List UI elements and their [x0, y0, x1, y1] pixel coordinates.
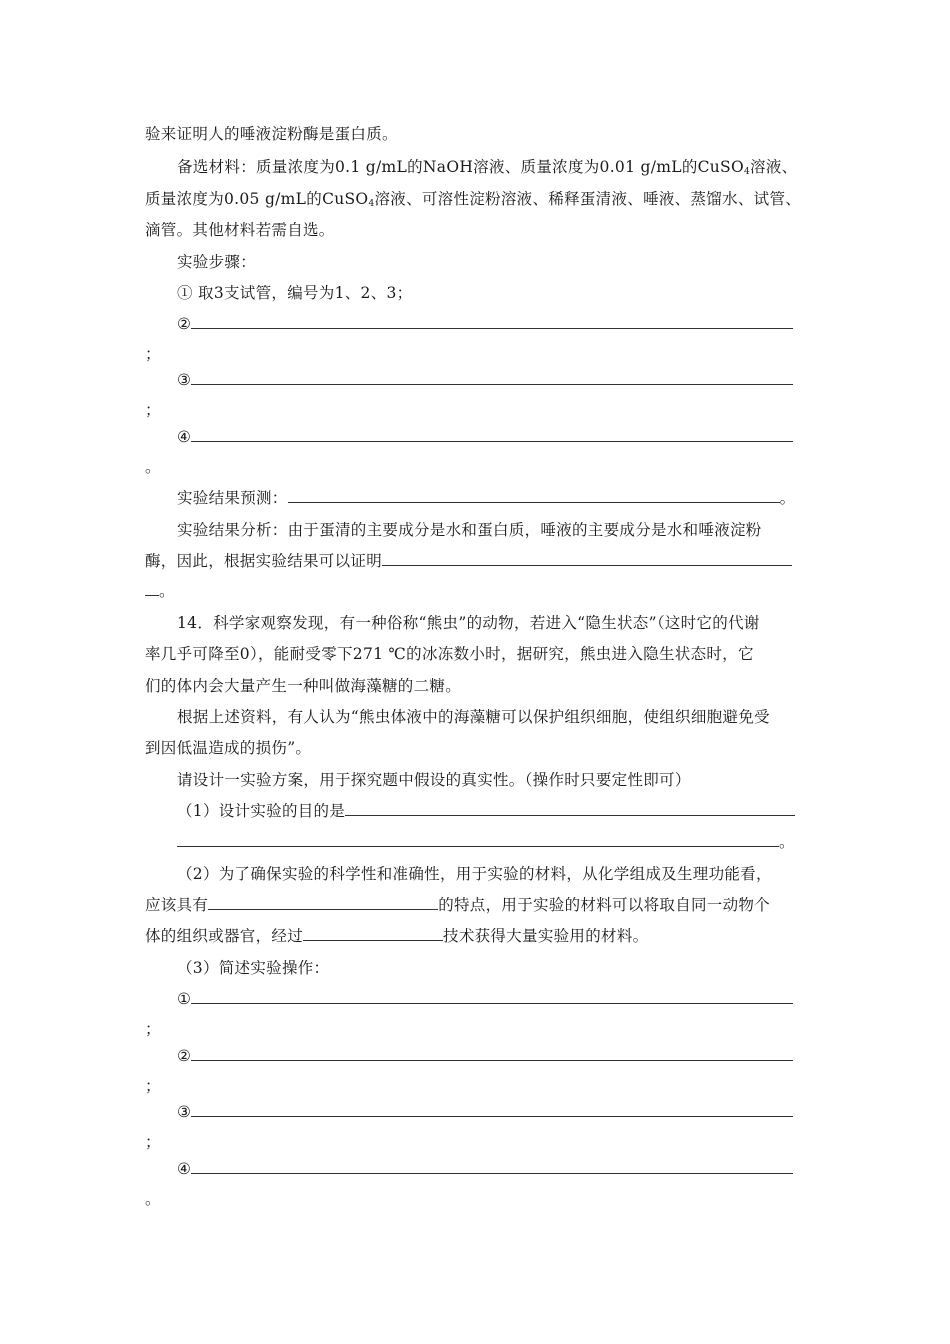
- subscript: 4: [743, 167, 751, 177]
- answer-blank[interactable]: [191, 1046, 793, 1061]
- step-3-end: ；: [145, 401, 161, 419]
- answer-blank[interactable]: [191, 314, 793, 329]
- operation-2-end: ；: [145, 1077, 161, 1095]
- step-4-end: 。: [145, 458, 161, 476]
- operation-4-end: 。: [145, 1190, 161, 1208]
- part-text: 的特点，用于实验的材料可以将取自同一动物个: [438, 896, 771, 914]
- result-prediction-label: 实验结果预测：: [177, 489, 288, 507]
- part-text: 体的组织或器官，经过: [145, 927, 304, 945]
- step-4: [177, 427, 793, 447]
- step-marker: ③: [177, 1103, 192, 1121]
- q14-part-1-cont: [177, 832, 795, 852]
- operation-3-end: ；: [145, 1133, 161, 1151]
- result-prediction: [177, 488, 795, 508]
- part-text: 技术获得大量实验用的材料。: [443, 927, 649, 945]
- q14-part-2-line-3: [145, 926, 648, 946]
- q14-line-4: 根据上述资料，有人认为“熊虫体液中的海藻糖可以保护组织细胞，使组织细胞避免受: [177, 708, 770, 726]
- step-3: [177, 370, 793, 390]
- materials-line-2: [145, 189, 801, 214]
- answer-blank[interactable]: [303, 926, 443, 941]
- analysis-line-1: 实验结果分析：由于蛋清的主要成分是水和蛋白质，唾液的主要成分是水和唾液淀粉: [177, 521, 762, 539]
- step-marker: ④: [177, 428, 192, 446]
- materials-line-3: 滴管。其他材料若需自选。: [145, 221, 335, 239]
- part-label: （1）设计实验的目的是: [177, 802, 346, 820]
- step-marker: ②: [177, 1047, 192, 1065]
- answer-blank[interactable]: [191, 1102, 793, 1117]
- operation-3: [177, 1102, 793, 1122]
- answer-blank[interactable]: [177, 832, 779, 847]
- q14-line-3: 们的体内会大量产生一种叫做海藻糖的二糖。: [145, 677, 462, 695]
- answer-blank[interactable]: [345, 801, 795, 816]
- part-text: 应该具有: [145, 896, 209, 914]
- q14-part-3-label: （3）简述实验操作：: [177, 959, 330, 977]
- answer-blank[interactable]: [208, 895, 438, 910]
- materials-text: 质量浓度为0.05 g/mL的CuSO: [145, 190, 369, 208]
- operation-2: [177, 1046, 793, 1066]
- answer-blank[interactable]: [145, 581, 159, 596]
- step-marker: ③: [177, 371, 192, 389]
- step-marker: ①: [177, 990, 192, 1008]
- operation-1-end: ；: [145, 1020, 161, 1038]
- operation-1: [177, 989, 793, 1009]
- analysis-line-2: [145, 551, 792, 571]
- operation-4: [177, 1159, 793, 1179]
- answer-blank[interactable]: [191, 1159, 793, 1174]
- analysis-line-3: [145, 581, 175, 601]
- answer-blank[interactable]: [288, 488, 780, 503]
- intro-line: 验来证明人的唾液淀粉酶是蛋白质。: [145, 125, 398, 143]
- q14-part-1: [177, 801, 795, 821]
- analysis-text: 酶，因此，根据实验结果可以证明: [145, 552, 383, 570]
- q14-part-2-line-1: （2）为了确保实验的科学性和准确性，用于实验的材料，从化学组成及生理功能看，: [177, 865, 772, 883]
- step-2-end: ；: [145, 345, 161, 363]
- q14-line-5: 到因低温造成的损伤”。: [145, 739, 312, 757]
- answer-blank[interactable]: [191, 370, 793, 385]
- q14-part-2-line-2: [145, 895, 770, 915]
- materials-text: 备选材料：质量浓度为0.1 g/mL的NaOH溶液、质量浓度为0.01 g/mL的CuSO: [177, 158, 744, 176]
- steps-title: 实验步骤：: [177, 253, 257, 271]
- materials-text: 溶液、: [750, 158, 798, 176]
- q14-line-6: 请设计一实验方案，用于探究题中假设的真实性。（操作时只要定性即可）: [177, 771, 691, 789]
- materials-text: 溶液、可溶性淀粉溶液、稀释蛋清液、唾液、蒸馏水、试管、: [374, 190, 802, 208]
- materials-line-1: [177, 157, 797, 182]
- q14-line-1: 14．科学家观察发现，有一种俗称“熊虫”的动物，若进入“隐生状态”（这时它的代谢: [177, 614, 760, 632]
- answer-blank[interactable]: [191, 989, 793, 1004]
- punctuation: 。: [779, 833, 795, 851]
- subscript: 4: [368, 199, 375, 209]
- punctuation: 。: [159, 582, 175, 600]
- q14-line-2: 率几乎可降至0），能耐受零下271 ℃的冰冻数小时，据研究，熊虫进入隐生状态时，它: [145, 645, 754, 663]
- step-marker: ②: [177, 315, 192, 333]
- step-marker: ④: [177, 1160, 192, 1178]
- step-2: [177, 314, 793, 334]
- punctuation: 。: [779, 489, 796, 507]
- answer-blank[interactable]: [191, 427, 793, 442]
- answer-blank[interactable]: [382, 551, 792, 566]
- step-1: ① 取3支试管，编号为1、2、3；: [177, 284, 413, 302]
